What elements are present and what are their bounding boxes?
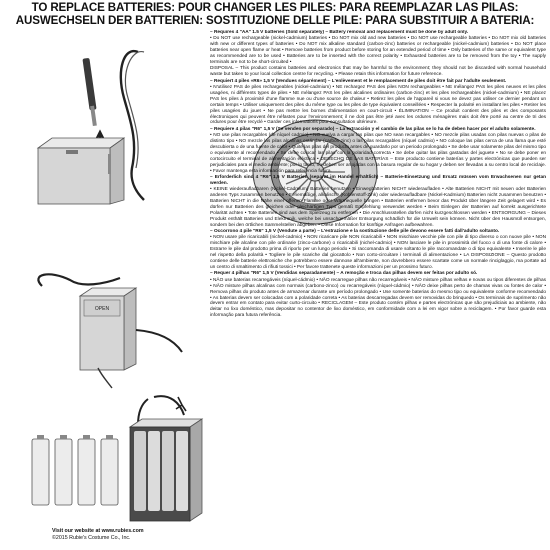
title-line-2: AUSWECHSELN DER BATTERIEN: SOSTITUZIONE DELLE PILE: PARA SUBSTITUIR A BATERIA: [15, 13, 535, 27]
instruction-fr-header: – Requiert 4 piles «R6» 1,5 V (Vendues séparément) – L'enlèvement et le remplacement de piles doit être fait par l'adulte seulement. [210, 78, 507, 84]
instruction-en-disposal: DISPOSAL – This product contains batteries and electronics that may be harmful to the environment; they should not be discarded with normal household waste but taken to your local collection centre for recycling. • Please retain this information for future reference. [210, 66, 546, 78]
battery-box-closed-illustration [20, 40, 210, 205]
instruction-it-header: – Occorrono 4 pile "R6" 1,5 V (Vendute a parte) – L'estrazione e la sostituzione delle pile devono essere fatti dall'adulto soltanto. [210, 229, 500, 235]
title-line-1: TO REPLACE BATTERIES: POUR CHANGER LES PILES: PARA REEMPLAZAR LAS PILAS: [31, 1, 519, 14]
open-label: OPEN [94, 306, 110, 312]
battery-title [4, 2, 546, 27]
instruction-es-header: – Requiere 4 pilas "R6" 1,5 V (Se venden por separado) – La extracción y el cambio de las pilas se lo ha de deben hacer por el adulto solamente. [210, 126, 536, 132]
instruction-pt-header: – Requer 4 pilhas "R6" 1,5 V (Vendidas separadamente) – A remoção e troca das pilhas devem ser feitas por adulto só. [210, 271, 478, 277]
instruction-de-body: • KEINE wiederaufladbaren (Nickel-Cadmium) Batterien benutzen • Einwegbatterien NICHT wiederaufladen • Alte Batterien NICHT mit neuen oder Batterien anderen Typs zusammen benutzen • Seriemäßige, alkalische (Kohlenstoff-Zink) oder wiederaufladbare (Nickel-Kadmium) Batterien nicht zusammen benutzen • Batterien NICHT in die Nähe einer offenen Flamme oder Wärmequelle bringen • Batterien entfernen bevor das Produkt über längere Zeit gelagert wird • Es dürfen nur Batterien des gleichen oder gleichartigen Typs gemäß Empfehlung verwendet werden • Beim Einlegen der Batterien auf korrekt ausgerichtete Polarität achten • Tote Batterien sind aus dem Spielzeug zu entfernen • Die Anschlussstellen dürfen nicht kurzgeschlossen werden • ENTSORGUNG – Dieses Produkt enthält Batterien und Elektronik, welche bei unsachgemäßer Entsorgung schädlich für die Umwelt sein können. Nicht über den Hausmüll entsorgen, sondern bei den örtlichen Sammelstellen abgeben. • Diese Information für künftige Anfragen aufbewahren. [210, 187, 546, 228]
loose-batteries [32, 435, 118, 505]
battery-box-open-illustration [20, 270, 210, 390]
instruction-pt-body: • NÃO use baterias recarregáveis (níquel-cádmio) • NÃO recarregue pilhas não recarregáveis • NÃO misture pilhas velhas e novas ou tipos diferentes de pilhas • NÃO misture pilhas alcalinas com normais (carbono-zinco) ou recarregáveis (níquel-cádmio) • NÃO deixe pilhas perto de chamas vivas ou fontes de calor • Remova pilhas do produto antes de armazenar durante um período prolongado • Use somente baterias do mesmo tipo ou equivalente conforme recomendado • As baterias devem ser colocadas com a polaridade correta • As baterias descarregadas devem ser removidas do brinquedo • Os terminais de suprimento não devem entrar em contato para evitar curto-circuito • RECICLAGEM – Este produto contém pilhas e partes electrónicas que são prejudiciais ao ambiente, não deitar no lixo doméstico, mas depositar no contentor de lixo doméstico, em conformidade com a lei em vigor sobre a reciclagem. • Por favor guarde esta informação para futura referência. [210, 277, 546, 319]
instruction-de-header: – Erforderlich sind 4 "R6" 1,5 V Batterien (separat im Handel erhältlich) – Batterie-Einsetzung und Ersatz müssen vom Erwachsenen nur getan werden. [210, 174, 546, 186]
instruction-en-body: • Do NOT use rechargeable (nickel-cadmium) batteries • Do NOT mix old and new batteries • Do NOT use rechargeable batteries • Do NOT mix old batteries with new or different types of batteries • Do NOT mix alkaline standard (carbon-zinc) batteries or rechargeable (nickel-cadmium) batteries • Do NOT place batteries near open flame or heat • Remove batteries from product before storing for an extended period of time • Only batteries of the same or equivalent type as recommended are to be used • Batteries are to be inserted with the correct polarity • Exhausted batteries are to be removed from the toy • The supply terminals are not to be short-circuited • [210, 36, 546, 66]
footer-website: Visit our website at www.rubies.com [52, 528, 144, 534]
instruction-es-body: • NO use pilas recargables (de níquel cadmio) • NO vuelva a cargar las pilas que NO sean recargables • NO mezcle pilas usadas con pilas nuevas o pilas de distinto tipo • NO mezcle las pilas alcalinas estándar (carbón zinc) o las pilas recargables (níquel cadmio) • NO coloque las pilas cerca de una llama que esté descubierta o de una fuente de calor • Quite las pilas del producto antes de guardarlo por un periodo prolongado • Se debe usar solamente pilas del mismo tipo o equivalente al recomendado • Se debe colocar las pilas con la polaridad correcta • Se debe quitar las pilas gastadas del juguete • No se debe poner en cortocircuito el terminal de alimentación eléctrica • DESECHO DE LAS BATERÍAS – Este producto contiene baterías y partes electrónicas que pueden ser perjudiciales para el medio ambiente; por lo tanto, no deben ser arrojadas con la basura regular de su hogar y deben ser llevadas a su centro local de reciclaje. • Favor mantenga esta información para referencia futura. [210, 132, 546, 174]
footer-copyright: ©2015 Rubie's Costume Co., Inc. [52, 534, 131, 541]
batteries-and-tray-illustration [30, 395, 210, 525]
instruction-fr-body: • N'utilisez PAS de piles rechargeables (nickel-cadmium) • NE rechargez PAS des piles NON rechargeables • NE mélangez PAS les piles neuves et les piles usagées, ni différents types de piles • NE mélangez PAS les piles alcalines ordinaires (carbon-zinc) et les piles rechargeables (nickel-cadmium) • NE placez PAS les piles à proximité d'une flamme nue ou d'une source de chaleur • Retirez les piles de l'appareil si vous ne devez pas utiliser ce dernier pendant un certain temps • Utiliser uniquement des piles du même type ou les piles de type équivalent conseillées • Respecter la polarité en installant les piles • Retirer les piles usagées du jouet • Ne pas mettre les bornes d'alimentation en court-circuit • ÉLIMINATION – Ce produit contient des piles et des composants électroniques qui peuvent être néfastes pour l'environnement; il ne doit pas être jeté avec les ordures ménagères mais doit être porté au centre de tri des ordures pour être recyclé • Garder ces informations pour consultation ultérieure. [210, 84, 546, 126]
instruction-it-body: • NON usare pile ricaricabili (nichel-cadmio) • NON ricaricare pile NON ricaricabili • NON mischiare vecchie pile con pile di tipo diverso o con nuove pile • NON mischiare pile alcaline con pile ordinarie (zinco-carbone) o ricaricabili (nichel-cadmio) • NON lasciare le pile in prossimità del fuoco o di una fonte di calore • Estrarre le pile dal prodotto prima di riporlo per un lungo periodo • Si raccomanda di usare soltanto le pile raccomandate o di tipo equivalente • Inserire le pile nel rispetto della polarità • Togliere le pile scariche dal giocattolo • Non corto-circuitare i terminali di alimentazione • LA DISPOSIZIONE – Questo prodotto contiene delle batterie elettroniche che potrebbero essere dannose all'ambiente, non dovrebbero essere scartate come un normale rinciglaggio, ma portate ad un centro di smaltimento di rifiuti tossici • Per favore trattenete queste informazioni per un prossimo futuro. [210, 235, 546, 271]
footer [52, 528, 144, 541]
instruction-en-header: – Requires 4 "AA" 1.5 V batteries (Sold separately) – Battery removal and replacement must be done by adult only. [210, 30, 469, 35]
battery-instructions [210, 30, 546, 526]
